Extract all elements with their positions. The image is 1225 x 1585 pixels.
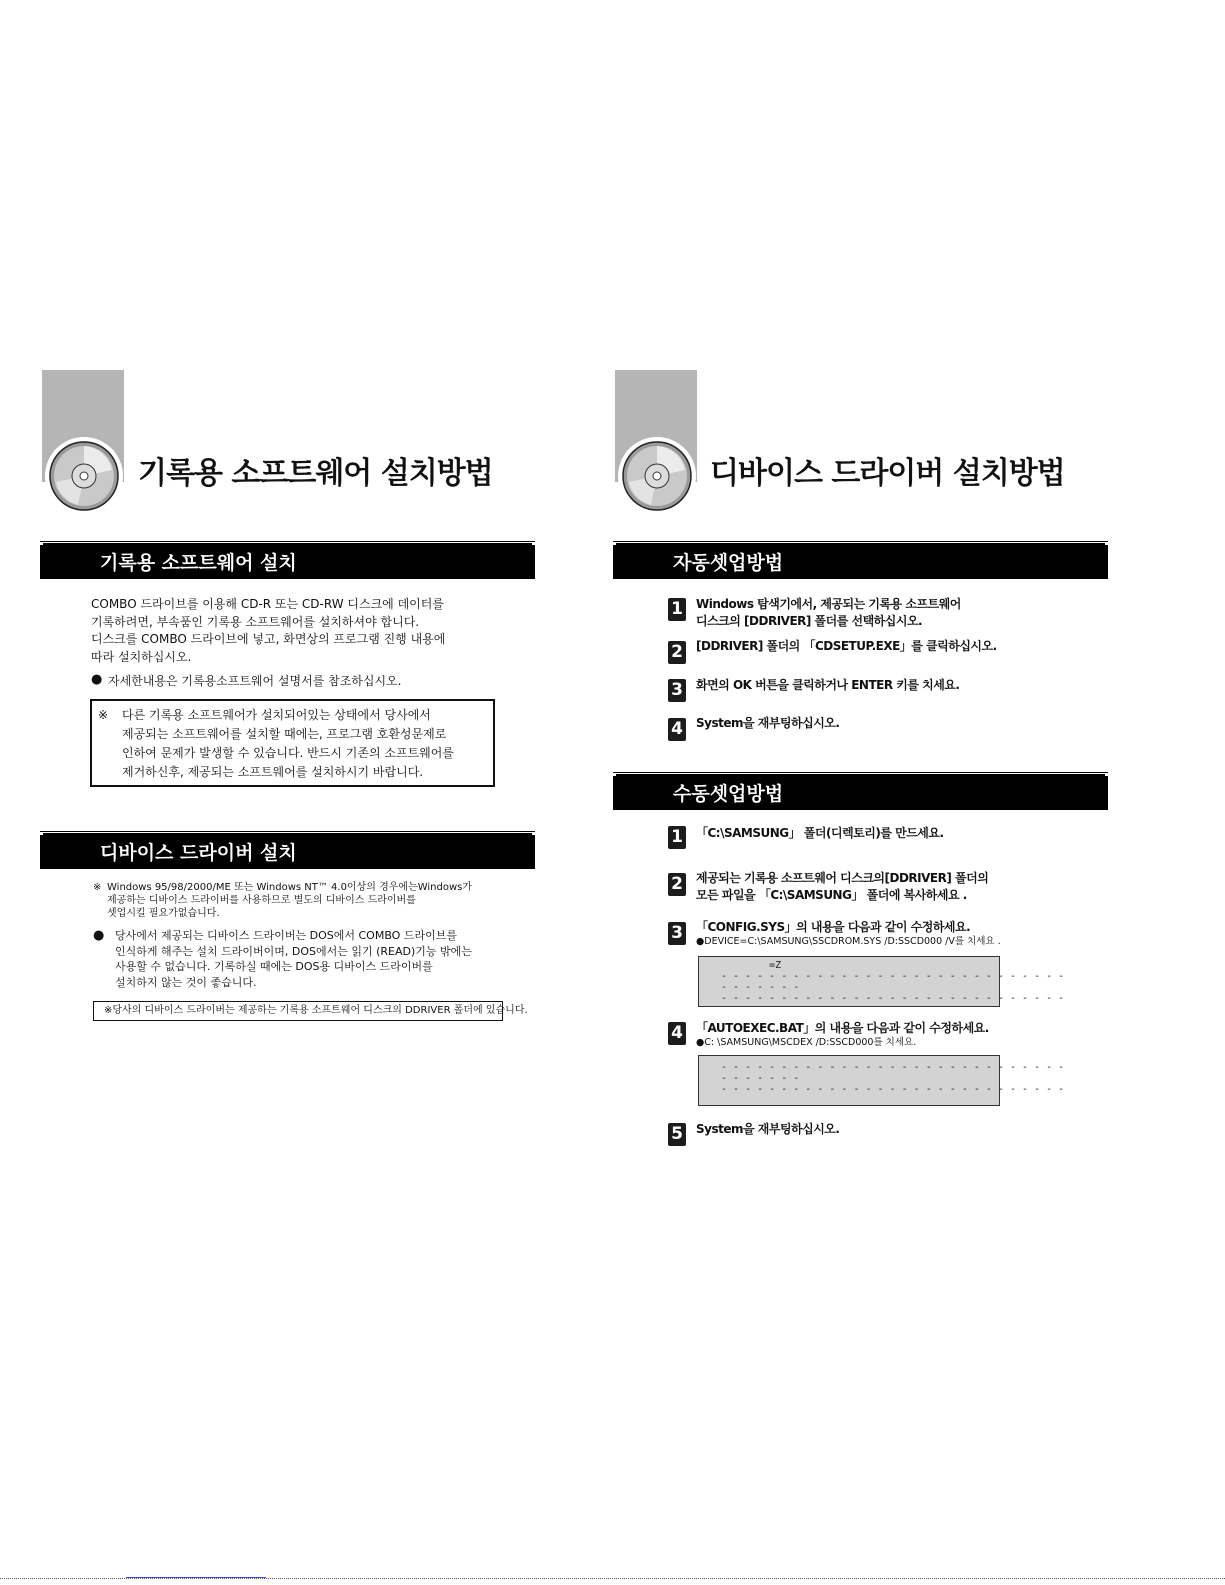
step-number: 2 (668, 641, 686, 664)
step-number: 1 (668, 826, 686, 849)
auto-step-4: System을 재부팅하십시오. (696, 716, 840, 730)
reference-note: 자세한내용은 기록용소프트웨어 설명서를 참조하십시오. (108, 674, 402, 688)
step-line: 디스크의 [DDRIVER] 폴더를 선택하십시오. (696, 614, 923, 628)
note-mark: ※ (93, 882, 102, 893)
ddriver-folder-note: ※당사의 디바이스 드라이버는 제공하는 기록용 소프트웨어 디스크의 DDRIVER 폴더에 있습니다. (93, 1001, 503, 1021)
step-line: Windows 탐색기에서, 제공되는 기록용 소프트웨어 (696, 597, 961, 611)
manual-step-4: 「AUTOEXEC.BAT」의 내용을 다음과 같이 수정하세요. (696, 1021, 989, 1035)
bullet-icon: ● (93, 928, 105, 943)
paragraph-line: COMBO 드라이브를 이용해 CD-R 또는 CD-RW 디스크에 데이터를 (91, 597, 444, 611)
step-number: 2 (668, 873, 686, 896)
note-line: 셋업시킬 필요가없습니다. (107, 908, 220, 919)
note-mark: ※ (98, 708, 109, 722)
warning-line: 제공되는 소프트웨어를 설치할 때에는, 프로그램 호환성문제로 (122, 727, 447, 741)
code-line: - - - - - - - - - - - - - - - - - - - - - - - - - - - - - (721, 971, 1065, 982)
cd-disc-icon (617, 436, 697, 516)
section-header-auto-setup (613, 545, 1108, 579)
section-heading: 기록용 소프트웨어 설치 (100, 552, 297, 574)
autoexec-code-box (698, 1055, 1065, 1106)
code-line: - - - - - - - (721, 1073, 800, 1084)
warning-line: 다른 기록용 소프트웨어가 설치되어있는 상태에서 당사에서 (122, 708, 431, 722)
step-number: 3 (668, 922, 686, 945)
page-title: 기록용 소프트웨어 설치방법 (138, 456, 493, 491)
bullet-icon: ● (91, 672, 103, 687)
windows-note (107, 881, 472, 920)
auto-step-2: [DDRIVER] 폴더의 「CDSETUP.EXE」를 클릭하십시오. (696, 639, 997, 653)
warning-box (90, 699, 495, 787)
config-sys-instruction: ●DEVICE=C:\SAMSUNG\SSCDROM.SYS /D:SSCD000 /V를 치세요 . (696, 936, 1001, 947)
section-heading: 디바이스 드라이버 설치 (100, 842, 297, 864)
note-line: 설치하지 않는 것이 좋습니다. (115, 975, 257, 989)
step-number: 1 (668, 598, 686, 621)
note-line: Windows 95/98/2000/ME 또는 Windows NT™ 4.0이상의 경우에는Windows가 (107, 882, 473, 893)
section-header-device-driver (40, 835, 535, 869)
auto-step-3: 화면의 OK 버튼을 클릭하거나 ENTER 키를 치세요. (696, 678, 960, 692)
manual-step-3: 「CONFIG.SYS」의 내용을 다음과 같이 수정하세요. (696, 920, 971, 934)
step-line: 모든 파일을 「C:\SAMSUNG」 폴더에 복사하세요 . (696, 888, 967, 902)
code-line: - - - - - - - - - - - - - - - - - - - - - - - - - - - - - (721, 1062, 1065, 1073)
paragraph-line: 따라 설치하십시오. (91, 649, 192, 664)
code-line: - - - - - - - - - - - - - - - - - - - - - - - - - - - - - (721, 1084, 1065, 1095)
step-number: 4 (668, 1022, 686, 1045)
page-bottom-blue-line (126, 1577, 266, 1578)
section-header-recording-software (40, 545, 535, 579)
page-title: 디바이스 드라이버 설치방법 (710, 456, 1065, 491)
autoexec-instruction: ●C: \SAMSUNG\MSCDEX /D:SSCD000를 치세요. (696, 1037, 917, 1048)
page-bottom-dotted-line (0, 1578, 1225, 1579)
manual-step-1: 「C:\SAMSUNG」 폴더(디렉토리)를 만드세요. (696, 826, 944, 840)
step-number: 3 (668, 679, 686, 702)
note-line: 사용할 수 없습니다. 기록하실 때에는 DOS용 디바이스 드라이버를 (115, 960, 433, 973)
section-heading: 수동셋업방법 (673, 783, 784, 805)
warning-line: 제거하신후, 제공되는 소프트웨어를 설치하시기 바랍니다. (122, 765, 424, 779)
manual-step-5: System을 재부팅하십시오. (696, 1122, 840, 1136)
step-number: 5 (668, 1123, 686, 1146)
note-line: 인식하게 해주는 설치 드라이버이며, DOS에서는 읽기 (READ)기능 밖에는 (115, 944, 472, 958)
code-line: - - - - - - - - - - - - - - - - - - - - - - - - - - - - - (721, 993, 1065, 1004)
paragraph-line: 기록하려면, 부속품인 기록용 소프트웨어를 설치하셔야 합니다. (91, 614, 420, 629)
section-heading: 자동셋업방법 (673, 552, 784, 574)
manual-step-2 (696, 870, 988, 904)
intro-paragraph (91, 596, 445, 666)
warning-line: 인하여 문제가 발생할 수 있습니다. 반드시 기존의 소프트웨어를 (122, 746, 454, 760)
step-number: 4 (668, 718, 686, 741)
note-line: 제공하는 디바이스 드라이버를 사용하므로 별도의 디바이스 드라이버를 (107, 895, 416, 906)
step-line: 제공되는 기록용 소프트웨어 디스크의[DDRIVER] 폴더의 (696, 871, 989, 885)
config-sys-code-box (698, 956, 1065, 1007)
note-line: 당사에서 제공되는 디바이스 드라이버는 DOS에서 COMBO 드라이브를 (115, 929, 457, 942)
dos-driver-note (115, 928, 472, 990)
code-line: - - - - - - - (721, 982, 800, 993)
section-header-manual-setup (613, 776, 1108, 810)
cd-disc-icon (44, 436, 124, 516)
code-line: =Z (721, 960, 782, 971)
right-page (612, 0, 1224, 1585)
paragraph-line: 디스크를 COMBO 드라이브에 넣고, 화면상의 프로그램 진행 내용에 (91, 632, 446, 646)
auto-step-1 (696, 596, 961, 630)
left-page (0, 0, 612, 1585)
